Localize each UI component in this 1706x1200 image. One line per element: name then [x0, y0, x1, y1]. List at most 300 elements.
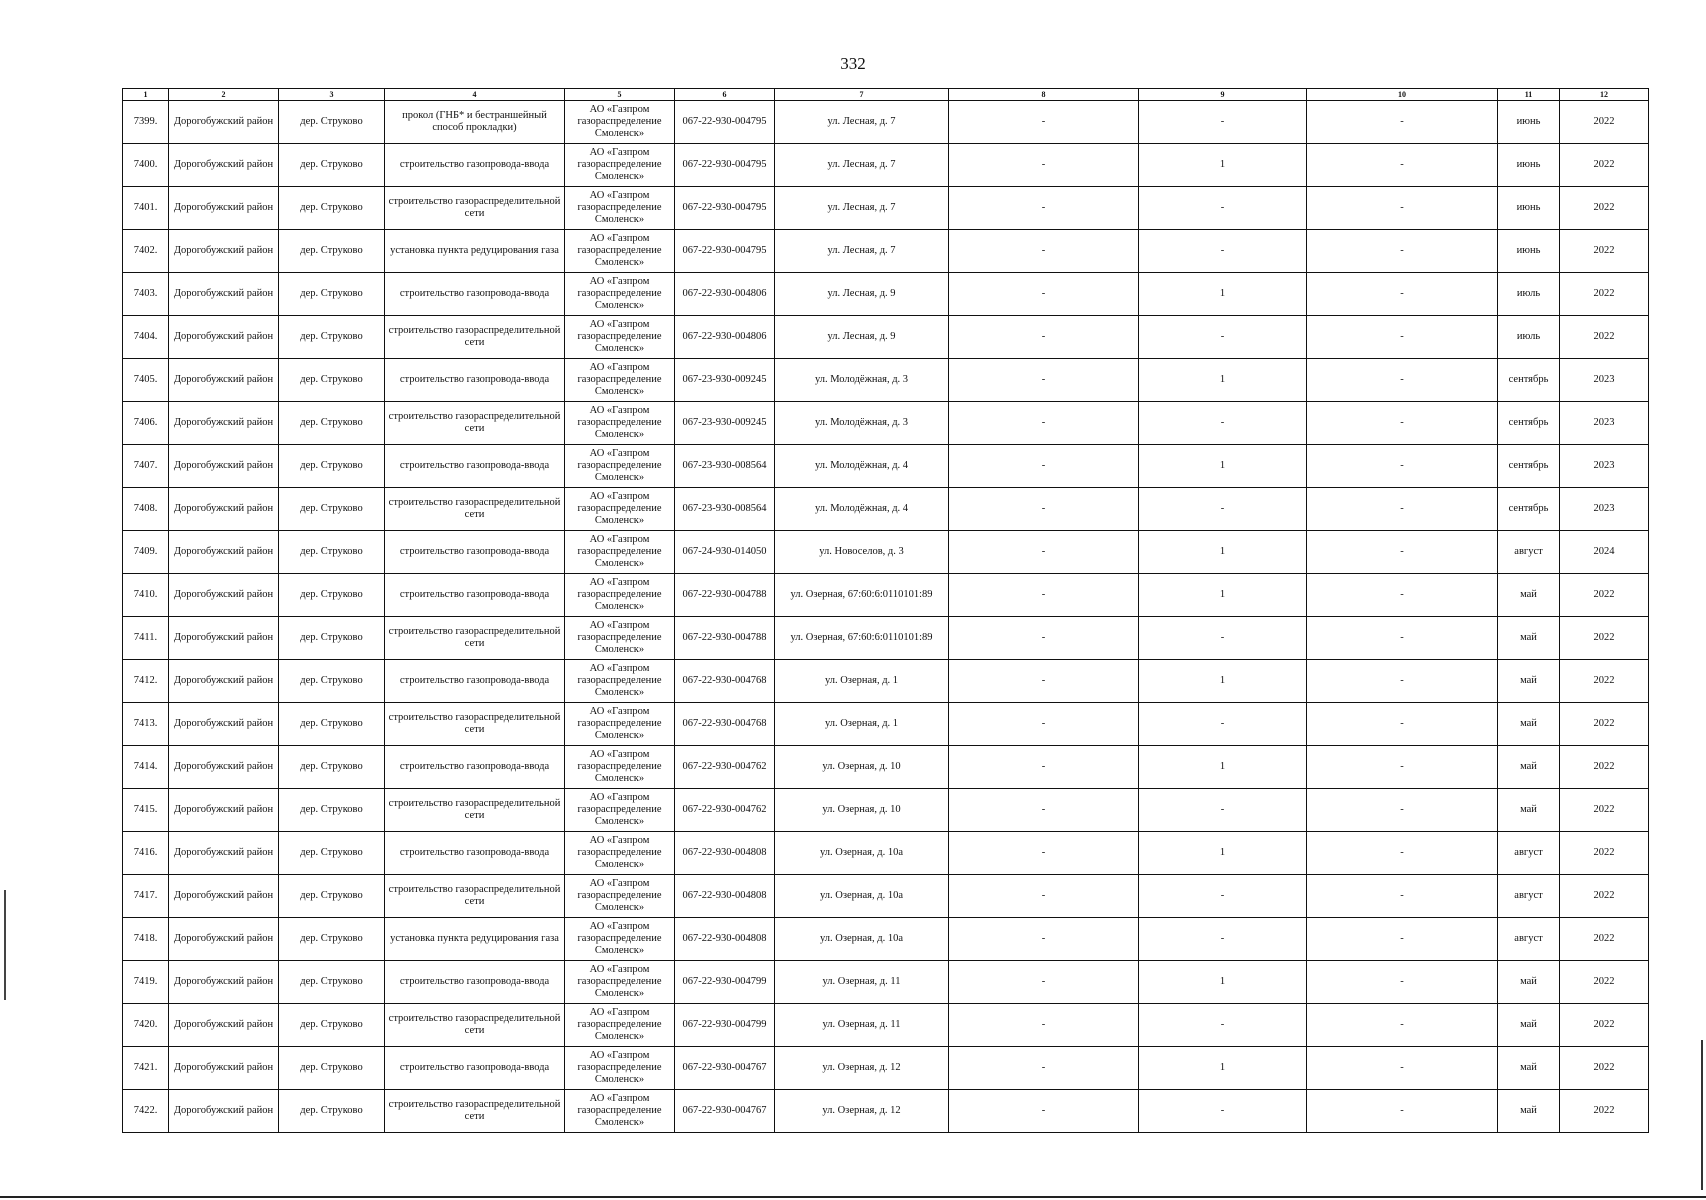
- organization-cell: АО «Газпром газораспределение Смоленск»: [565, 1090, 675, 1133]
- col-9-cell: 1: [1139, 746, 1307, 789]
- organization-cell: АО «Газпром газораспределение Смоленск»: [565, 746, 675, 789]
- district-cell: Дорогобужский район: [169, 144, 279, 187]
- organization-cell: АО «Газпром газораспределение Смоленск»: [565, 101, 675, 144]
- address-cell: ул. Лесная, д. 7: [775, 187, 949, 230]
- col-9-cell: 1: [1139, 660, 1307, 703]
- col-10-cell: -: [1307, 1090, 1498, 1133]
- organization-cell: АО «Газпром газораспределение Смоленск»: [565, 445, 675, 488]
- col-9-cell: -: [1139, 789, 1307, 832]
- district-cell: Дорогобужский район: [169, 1090, 279, 1133]
- month-cell: сентябрь: [1498, 445, 1560, 488]
- month-cell: сентябрь: [1498, 488, 1560, 531]
- address-cell: ул. Озерная, д. 1: [775, 703, 949, 746]
- month-cell: август: [1498, 918, 1560, 961]
- year-cell: 2022: [1560, 875, 1649, 918]
- col-9-cell: -: [1139, 1090, 1307, 1133]
- table-row: [123, 144, 1649, 187]
- year-cell: 2022: [1560, 1090, 1649, 1133]
- district-cell: Дорогобужский район: [169, 703, 279, 746]
- row-number-cell: 7416.: [123, 832, 169, 875]
- col-10-cell: -: [1307, 660, 1498, 703]
- registration-number-cell: 067-22-930-004795: [675, 101, 775, 144]
- organization-cell: АО «Газпром газораспределение Смоленск»: [565, 918, 675, 961]
- address-cell: ул. Молодёжная, д. 3: [775, 359, 949, 402]
- year-cell: 2022: [1560, 144, 1649, 187]
- registration-number-cell: 067-23-930-009245: [675, 402, 775, 445]
- header-row: [123, 89, 1649, 101]
- year-cell: 2023: [1560, 359, 1649, 402]
- address-cell: ул. Озерная, д. 10: [775, 746, 949, 789]
- year-cell: 2023: [1560, 402, 1649, 445]
- work-type-cell: строительство газораспределительной сети: [385, 617, 565, 660]
- registration-number-cell: 067-24-930-014050: [675, 531, 775, 574]
- col-10-cell: -: [1307, 875, 1498, 918]
- table-row: [123, 273, 1649, 316]
- month-cell: май: [1498, 617, 1560, 660]
- organization-cell: АО «Газпром газораспределение Смоленск»: [565, 273, 675, 316]
- table-row: [123, 617, 1649, 660]
- year-cell: 2022: [1560, 617, 1649, 660]
- month-cell: май: [1498, 746, 1560, 789]
- col-8-cell: -: [949, 918, 1139, 961]
- month-cell: май: [1498, 660, 1560, 703]
- col-9-cell: 1: [1139, 1047, 1307, 1090]
- work-type-cell: строительство газораспределительной сети: [385, 187, 565, 230]
- registration-number-cell: 067-22-930-004762: [675, 746, 775, 789]
- header-cell-3: 3: [279, 89, 385, 101]
- registration-number-cell: 067-22-930-004808: [675, 875, 775, 918]
- work-type-cell: строительство газопровода-ввода: [385, 660, 565, 703]
- work-type-cell: строительство газопровода-ввода: [385, 574, 565, 617]
- district-cell: Дорогобужский район: [169, 875, 279, 918]
- row-number-cell: 7404.: [123, 316, 169, 359]
- month-cell: июль: [1498, 273, 1560, 316]
- row-number-cell: 7403.: [123, 273, 169, 316]
- work-type-cell: строительство газопровода-ввода: [385, 1047, 565, 1090]
- district-cell: Дорогобужский район: [169, 1004, 279, 1047]
- settlement-cell: дер. Струково: [279, 746, 385, 789]
- organization-cell: АО «Газпром газораспределение Смоленск»: [565, 789, 675, 832]
- address-cell: ул. Озерная, д. 10а: [775, 832, 949, 875]
- district-cell: Дорогобужский район: [169, 101, 279, 144]
- organization-cell: АО «Газпром газораспределение Смоленск»: [565, 230, 675, 273]
- col-9-cell: 1: [1139, 445, 1307, 488]
- address-cell: ул. Озерная, д. 10: [775, 789, 949, 832]
- row-number-cell: 7400.: [123, 144, 169, 187]
- col-8-cell: -: [949, 531, 1139, 574]
- month-cell: июнь: [1498, 230, 1560, 273]
- settlement-cell: дер. Струково: [279, 961, 385, 1004]
- table-row: [123, 660, 1649, 703]
- col-8-cell: -: [949, 488, 1139, 531]
- district-cell: Дорогобужский район: [169, 1047, 279, 1090]
- col-9-cell: -: [1139, 316, 1307, 359]
- table-row: [123, 574, 1649, 617]
- settlement-cell: дер. Струково: [279, 359, 385, 402]
- table-row: [123, 789, 1649, 832]
- organization-cell: АО «Газпром газораспределение Смоленск»: [565, 187, 675, 230]
- col-10-cell: -: [1307, 746, 1498, 789]
- col-8-cell: -: [949, 746, 1139, 789]
- work-type-cell: строительство газораспределительной сети: [385, 703, 565, 746]
- col-10-cell: -: [1307, 445, 1498, 488]
- district-cell: Дорогобужский район: [169, 617, 279, 660]
- year-cell: 2022: [1560, 101, 1649, 144]
- col-9-cell: -: [1139, 875, 1307, 918]
- registration-number-cell: 067-23-930-009245: [675, 359, 775, 402]
- table-row: [123, 316, 1649, 359]
- district-cell: Дорогобужский район: [169, 918, 279, 961]
- row-number-cell: 7421.: [123, 1047, 169, 1090]
- settlement-cell: дер. Струково: [279, 531, 385, 574]
- organization-cell: АО «Газпром газораспределение Смоленск»: [565, 617, 675, 660]
- address-cell: ул. Озерная, д. 12: [775, 1090, 949, 1133]
- col-10-cell: -: [1307, 531, 1498, 574]
- col-9-cell: -: [1139, 617, 1307, 660]
- header-cell-5: 5: [565, 89, 675, 101]
- registration-number-cell: 067-23-930-008564: [675, 445, 775, 488]
- district-cell: Дорогобужский район: [169, 359, 279, 402]
- table-row: [123, 703, 1649, 746]
- settlement-cell: дер. Струково: [279, 402, 385, 445]
- settlement-cell: дер. Струково: [279, 574, 385, 617]
- month-cell: июнь: [1498, 187, 1560, 230]
- header-cell-11: 11: [1498, 89, 1560, 101]
- col-8-cell: -: [949, 1004, 1139, 1047]
- organization-cell: АО «Газпром газораспределение Смоленск»: [565, 531, 675, 574]
- district-cell: Дорогобужский район: [169, 273, 279, 316]
- address-cell: ул. Лесная, д. 9: [775, 273, 949, 316]
- work-type-cell: строительство газораспределительной сети: [385, 316, 565, 359]
- col-8-cell: -: [949, 574, 1139, 617]
- table-row: [123, 445, 1649, 488]
- district-cell: Дорогобужский район: [169, 746, 279, 789]
- settlement-cell: дер. Струково: [279, 703, 385, 746]
- organization-cell: АО «Газпром газораспределение Смоленск»: [565, 961, 675, 1004]
- registration-number-cell: 067-22-930-004808: [675, 832, 775, 875]
- registration-number-cell: 067-22-930-004767: [675, 1090, 775, 1133]
- work-type-cell: строительство газораспределительной сети: [385, 488, 565, 531]
- col-10-cell: -: [1307, 402, 1498, 445]
- district-cell: Дорогобужский район: [169, 832, 279, 875]
- work-type-cell: строительство газопровода-ввода: [385, 832, 565, 875]
- col-10-cell: -: [1307, 617, 1498, 660]
- row-number-cell: 7415.: [123, 789, 169, 832]
- col-10-cell: -: [1307, 187, 1498, 230]
- row-number-cell: 7419.: [123, 961, 169, 1004]
- table-row: [123, 531, 1649, 574]
- organization-cell: АО «Газпром газораспределение Смоленск»: [565, 703, 675, 746]
- col-8-cell: -: [949, 187, 1139, 230]
- month-cell: май: [1498, 961, 1560, 1004]
- organization-cell: АО «Газпром газораспределение Смоленск»: [565, 402, 675, 445]
- table-row: [123, 918, 1649, 961]
- organization-cell: АО «Газпром газораспределение Смоленск»: [565, 488, 675, 531]
- year-cell: 2023: [1560, 488, 1649, 531]
- month-cell: май: [1498, 1004, 1560, 1047]
- col-10-cell: -: [1307, 488, 1498, 531]
- address-cell: ул. Лесная, д. 7: [775, 230, 949, 273]
- year-cell: 2022: [1560, 703, 1649, 746]
- year-cell: 2022: [1560, 187, 1649, 230]
- header-cell-2: 2: [169, 89, 279, 101]
- month-cell: май: [1498, 1090, 1560, 1133]
- registration-number-cell: 067-22-930-004795: [675, 230, 775, 273]
- row-number-cell: 7412.: [123, 660, 169, 703]
- work-type-cell: строительство газопровода-ввода: [385, 144, 565, 187]
- district-cell: Дорогобужский район: [169, 445, 279, 488]
- table-row: [123, 230, 1649, 273]
- header-cell-10: 10: [1307, 89, 1498, 101]
- month-cell: май: [1498, 574, 1560, 617]
- address-cell: ул. Молодёжная, д. 4: [775, 445, 949, 488]
- table-row: [123, 402, 1649, 445]
- year-cell: 2022: [1560, 660, 1649, 703]
- col-10-cell: -: [1307, 316, 1498, 359]
- work-type-cell: строительство газопровода-ввода: [385, 359, 565, 402]
- address-cell: ул. Лесная, д. 7: [775, 144, 949, 187]
- col-8-cell: -: [949, 273, 1139, 316]
- col-8-cell: -: [949, 660, 1139, 703]
- work-type-cell: строительство газораспределительной сети: [385, 402, 565, 445]
- settlement-cell: дер. Струково: [279, 918, 385, 961]
- register-table: [122, 88, 1649, 1133]
- table-row: [123, 961, 1649, 1004]
- col-9-cell: -: [1139, 101, 1307, 144]
- year-cell: 2022: [1560, 574, 1649, 617]
- address-cell: ул. Озерная, д. 10а: [775, 875, 949, 918]
- registration-number-cell: 067-22-930-004795: [675, 144, 775, 187]
- district-cell: Дорогобужский район: [169, 961, 279, 1004]
- settlement-cell: дер. Струково: [279, 660, 385, 703]
- row-number-cell: 7408.: [123, 488, 169, 531]
- col-8-cell: -: [949, 144, 1139, 187]
- col-10-cell: -: [1307, 144, 1498, 187]
- header-cell-12: 12: [1560, 89, 1649, 101]
- col-9-cell: 1: [1139, 574, 1307, 617]
- row-number-cell: 7406.: [123, 402, 169, 445]
- organization-cell: АО «Газпром газораспределение Смоленск»: [565, 574, 675, 617]
- work-type-cell: строительство газораспределительной сети: [385, 875, 565, 918]
- col-8-cell: -: [949, 445, 1139, 488]
- address-cell: ул. Молодёжная, д. 4: [775, 488, 949, 531]
- table-row: [123, 1090, 1649, 1133]
- work-type-cell: установка пункта редуцирования газа: [385, 230, 565, 273]
- year-cell: 2022: [1560, 832, 1649, 875]
- col-8-cell: -: [949, 101, 1139, 144]
- col-9-cell: -: [1139, 402, 1307, 445]
- col-9-cell: 1: [1139, 531, 1307, 574]
- table-row: [123, 101, 1649, 144]
- district-cell: Дорогобужский район: [169, 488, 279, 531]
- settlement-cell: дер. Струково: [279, 789, 385, 832]
- header-cell-7: 7: [775, 89, 949, 101]
- col-10-cell: -: [1307, 574, 1498, 617]
- address-cell: ул. Озерная, д. 1: [775, 660, 949, 703]
- col-9-cell: -: [1139, 488, 1307, 531]
- year-cell: 2024: [1560, 531, 1649, 574]
- work-type-cell: строительство газораспределительной сети: [385, 789, 565, 832]
- work-type-cell: строительство газопровода-ввода: [385, 746, 565, 789]
- settlement-cell: дер. Струково: [279, 230, 385, 273]
- col-10-cell: -: [1307, 230, 1498, 273]
- organization-cell: АО «Газпром газораспределение Смоленск»: [565, 359, 675, 402]
- month-cell: июнь: [1498, 144, 1560, 187]
- settlement-cell: дер. Струково: [279, 273, 385, 316]
- col-8-cell: -: [949, 703, 1139, 746]
- month-cell: август: [1498, 531, 1560, 574]
- col-9-cell: -: [1139, 703, 1307, 746]
- district-cell: Дорогобужский район: [169, 316, 279, 359]
- header-cell-8: 8: [949, 89, 1139, 101]
- year-cell: 2022: [1560, 961, 1649, 1004]
- table-row: [123, 1004, 1649, 1047]
- settlement-cell: дер. Струково: [279, 488, 385, 531]
- col-8-cell: -: [949, 961, 1139, 1004]
- month-cell: август: [1498, 875, 1560, 918]
- row-number-cell: 7399.: [123, 101, 169, 144]
- settlement-cell: дер. Струково: [279, 875, 385, 918]
- col-9-cell: 1: [1139, 961, 1307, 1004]
- address-cell: ул. Озерная, 67:60:6:0110101:89: [775, 617, 949, 660]
- month-cell: май: [1498, 703, 1560, 746]
- year-cell: 2022: [1560, 746, 1649, 789]
- col-10-cell: -: [1307, 832, 1498, 875]
- col-9-cell: 1: [1139, 359, 1307, 402]
- bottom-rule: [0, 1196, 1706, 1198]
- registration-number-cell: 067-22-930-004799: [675, 1004, 775, 1047]
- col-9-cell: -: [1139, 1004, 1307, 1047]
- registration-number-cell: 067-22-930-004808: [675, 918, 775, 961]
- table-row: [123, 1047, 1649, 1090]
- header-cell-6: 6: [675, 89, 775, 101]
- table-body: [123, 101, 1649, 1133]
- address-cell: ул. Озерная, 67:60:6:0110101:89: [775, 574, 949, 617]
- district-cell: Дорогобужский район: [169, 660, 279, 703]
- district-cell: Дорогобужский район: [169, 187, 279, 230]
- header-cell-4: 4: [385, 89, 565, 101]
- col-10-cell: -: [1307, 789, 1498, 832]
- settlement-cell: дер. Струково: [279, 832, 385, 875]
- organization-cell: АО «Газпром газораспределение Смоленск»: [565, 316, 675, 359]
- district-cell: Дорогобужский район: [169, 531, 279, 574]
- organization-cell: АО «Газпром газораспределение Смоленск»: [565, 875, 675, 918]
- work-type-cell: прокол (ГНБ* и бестраншейный способ прокладки): [385, 101, 565, 144]
- registration-number-cell: 067-22-930-004762: [675, 789, 775, 832]
- row-number-cell: 7409.: [123, 531, 169, 574]
- settlement-cell: дер. Струково: [279, 1090, 385, 1133]
- registration-number-cell: 067-22-930-004806: [675, 273, 775, 316]
- table-row: [123, 488, 1649, 531]
- organization-cell: АО «Газпром газораспределение Смоленск»: [565, 832, 675, 875]
- col-9-cell: 1: [1139, 273, 1307, 316]
- row-number-cell: 7422.: [123, 1090, 169, 1133]
- row-number-cell: 7401.: [123, 187, 169, 230]
- registration-number-cell: 067-22-930-004788: [675, 617, 775, 660]
- col-8-cell: -: [949, 1047, 1139, 1090]
- address-cell: ул. Озерная, д. 10а: [775, 918, 949, 961]
- month-cell: май: [1498, 789, 1560, 832]
- registration-number-cell: 067-22-930-004768: [675, 703, 775, 746]
- col-9-cell: -: [1139, 230, 1307, 273]
- settlement-cell: дер. Струково: [279, 1004, 385, 1047]
- col-8-cell: -: [949, 402, 1139, 445]
- col-10-cell: -: [1307, 101, 1498, 144]
- header-cell-9: 9: [1139, 89, 1307, 101]
- month-cell: июль: [1498, 316, 1560, 359]
- col-8-cell: -: [949, 1090, 1139, 1133]
- col-10-cell: -: [1307, 359, 1498, 402]
- row-number-cell: 7417.: [123, 875, 169, 918]
- organization-cell: АО «Газпром газораспределение Смоленск»: [565, 660, 675, 703]
- col-8-cell: -: [949, 617, 1139, 660]
- settlement-cell: дер. Струково: [279, 101, 385, 144]
- work-type-cell: строительство газопровода-ввода: [385, 531, 565, 574]
- col-10-cell: -: [1307, 1004, 1498, 1047]
- registration-number-cell: 067-23-930-008564: [675, 488, 775, 531]
- address-cell: ул. Новоселов, д. 3: [775, 531, 949, 574]
- table-header: [123, 89, 1649, 101]
- work-type-cell: установка пункта редуцирования газа: [385, 918, 565, 961]
- col-8-cell: -: [949, 316, 1139, 359]
- col-8-cell: -: [949, 789, 1139, 832]
- organization-cell: АО «Газпром газораспределение Смоленск»: [565, 1047, 675, 1090]
- table-row: [123, 187, 1649, 230]
- year-cell: 2022: [1560, 230, 1649, 273]
- settlement-cell: дер. Струково: [279, 144, 385, 187]
- registration-number-cell: 067-22-930-004799: [675, 961, 775, 1004]
- month-cell: июнь: [1498, 101, 1560, 144]
- settlement-cell: дер. Струково: [279, 445, 385, 488]
- row-number-cell: 7414.: [123, 746, 169, 789]
- address-cell: ул. Озерная, д. 12: [775, 1047, 949, 1090]
- col-10-cell: -: [1307, 961, 1498, 1004]
- district-cell: Дорогобужский район: [169, 574, 279, 617]
- year-cell: 2022: [1560, 273, 1649, 316]
- month-cell: май: [1498, 1047, 1560, 1090]
- settlement-cell: дер. Струково: [279, 187, 385, 230]
- address-cell: ул. Озерная, д. 11: [775, 1004, 949, 1047]
- row-number-cell: 7402.: [123, 230, 169, 273]
- header-cell-1: 1: [123, 89, 169, 101]
- col-10-cell: -: [1307, 1047, 1498, 1090]
- col-8-cell: -: [949, 875, 1139, 918]
- row-number-cell: 7420.: [123, 1004, 169, 1047]
- scan-edge-right: [1701, 1040, 1703, 1190]
- settlement-cell: дер. Струково: [279, 316, 385, 359]
- address-cell: ул. Молодёжная, д. 3: [775, 402, 949, 445]
- district-cell: Дорогобужский район: [169, 402, 279, 445]
- registration-number-cell: 067-22-930-004795: [675, 187, 775, 230]
- month-cell: сентябрь: [1498, 402, 1560, 445]
- col-9-cell: -: [1139, 187, 1307, 230]
- col-8-cell: -: [949, 832, 1139, 875]
- year-cell: 2022: [1560, 918, 1649, 961]
- month-cell: сентябрь: [1498, 359, 1560, 402]
- work-type-cell: строительство газораспределительной сети: [385, 1004, 565, 1047]
- row-number-cell: 7405.: [123, 359, 169, 402]
- month-cell: август: [1498, 832, 1560, 875]
- settlement-cell: дер. Струково: [279, 1047, 385, 1090]
- col-8-cell: -: [949, 230, 1139, 273]
- year-cell: 2022: [1560, 1004, 1649, 1047]
- row-number-cell: 7418.: [123, 918, 169, 961]
- registration-number-cell: 067-22-930-004788: [675, 574, 775, 617]
- table-row: [123, 875, 1649, 918]
- col-10-cell: -: [1307, 918, 1498, 961]
- year-cell: 2022: [1560, 789, 1649, 832]
- address-cell: ул. Лесная, д. 9: [775, 316, 949, 359]
